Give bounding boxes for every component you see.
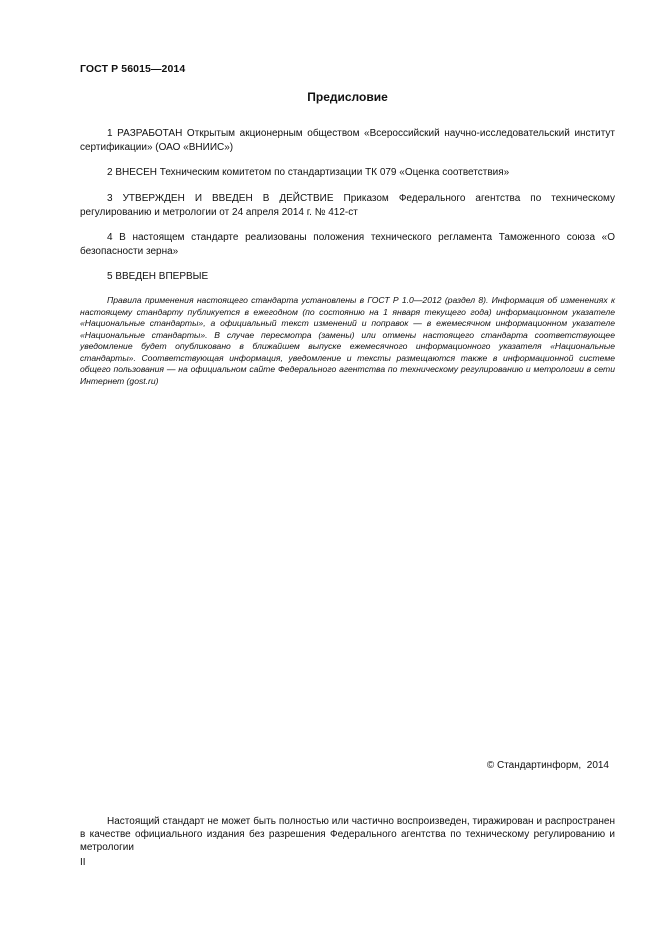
page-title: Предисловие bbox=[307, 90, 388, 104]
paragraph-introduced-by: 2 ВНЕСЕН Техническим комитетом по стандартизации ТК 079 «Оценка соответствия» bbox=[107, 167, 510, 178]
standard-code-header: ГОСТ Р 56015—2014 bbox=[80, 63, 186, 75]
paragraph-introduced-first-time: 5 ВВЕДЕН ВПЕРВЫЕ bbox=[107, 271, 209, 282]
paragraph-implemented-regulations: 4 В настоящем стандарте реализованы положения технического регламента Таможенного союза «О безопасности зерна» bbox=[80, 232, 615, 257]
reproduction-notice: Настоящий стандарт не может быть полностью или частично воспроизведен, тиражирован и распространен в качестве официального издания без разрешения Федерального агентства по техническому регулированию и метрологии bbox=[80, 816, 615, 853]
page-number: II bbox=[80, 857, 86, 868]
paragraph-approved: 3 УТВЕРЖДЕН И ВВЕДЕН В ДЕЙСТВИЕ Приказом Федерального агентства по техническому регулированию и метрологии от 24 апреля 2014 г. № 412-ст bbox=[80, 193, 615, 218]
paragraph-developed-by: 1 РАЗРАБОТАН Открытым акционерным обществом «Всероссийский научно-исследовательский институт сертификации» (ОАО «ВНИИС») bbox=[80, 128, 615, 153]
copyright-notice: © Стандартинформ, 2014 bbox=[486, 760, 609, 771]
application-rules-note: Правила применения настоящего стандарта установлены в ГОСТ Р 1.0—2012 (раздел 8). Информация об изменениях к настоящему стандарту публикуется в ежегодном (по состоянию на 1 января текущего года) информационном указателе «Национальные стандарты», а официальный текст изменений и поправок — в ежемесячном информационном указателе «Национальные стандарты». В случае пересмотра (замены) или отмены настоящего стандарта соответствующее уведомление будет опубликовано в ближайшем выпуске ежемесячного информационного указателя «Национальные стандарты». Соответствующая информация, уведомление и тексты размещаются также в информационной системе общего пользования — на официальном сайте Федерального агентства по техническому регулированию и метрологии в сети Интернет (gost.ru) bbox=[80, 295, 615, 386]
